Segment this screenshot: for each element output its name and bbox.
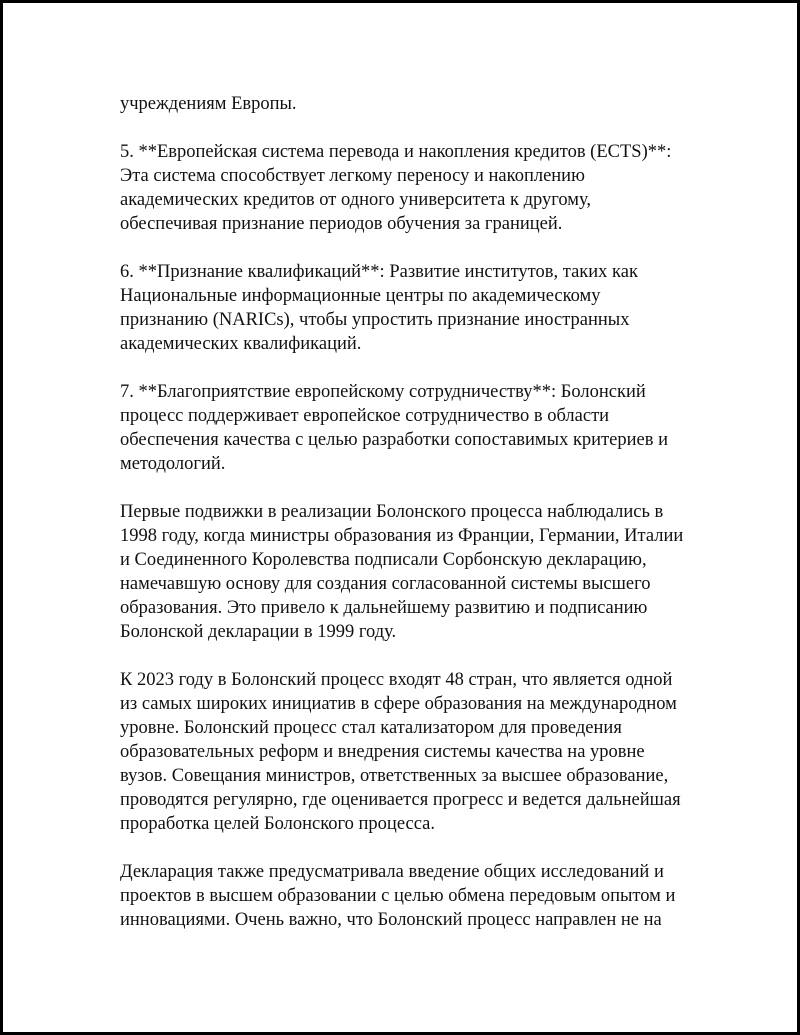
text-line: процесс поддерживает европейское сотрудничество в области	[120, 406, 610, 426]
text-line: 7. **Благоприятствие европейскому сотрудничеству**: Болонский	[120, 382, 646, 402]
text-line: академических квалификаций.	[120, 334, 362, 354]
document-body	[120, 92, 690, 956]
text-line: академических кредитов от одного университета к другому,	[120, 190, 592, 210]
text-line: обеспечения качества с целью разработки сопоставимых критериев и	[120, 430, 668, 450]
text-line: Декларация также предусматривала введение общих исследований и	[120, 862, 664, 882]
text-line: уровне. Болонский процесс стал катализатором для проведения	[120, 718, 622, 738]
text-line: 6. **Признание квалификаций**: Развитие институтов, таких как	[120, 262, 638, 282]
list-item-qualifications	[120, 260, 690, 356]
text-line: и Соединенного Королевства подписали Сорбонскую декларацию,	[120, 550, 647, 570]
text-line: из самых широких инициатив в сфере образования на международном	[120, 694, 677, 714]
text-line: намечавшую основу для создания согласованной системы высшего	[120, 574, 651, 594]
text-line: Национальные информационные центры по академическому	[120, 286, 601, 306]
text-line: Болонской декларации в 1999 году.	[120, 622, 397, 642]
text-line: К 2023 году в Болонский процесс входят 48 стран, что является одной	[120, 670, 673, 690]
paragraph-membership	[120, 668, 690, 836]
text-line: образовательных реформ и внедрения системы качества на уровне	[120, 742, 645, 762]
list-item-cooperation	[120, 380, 690, 476]
paragraph-declaration	[120, 860, 690, 932]
text-line: методологий.	[120, 454, 226, 474]
text-line: учреждениям Европы.	[120, 94, 297, 114]
text-line: вузов. Совещания министров, ответственных за высшее образование,	[120, 766, 669, 786]
paragraph	[120, 92, 690, 116]
text-line: проводятся регулярно, где оценивается прогресс и ведется дальнейшая	[120, 790, 681, 810]
text-line: признанию (NARICs), чтобы упростить признание иностранных	[120, 310, 630, 330]
text-line: инновациями. Очень важно, что Болонский процесс направлен не на	[120, 910, 662, 930]
text-line: проработка целей Болонского процесса.	[120, 814, 435, 834]
text-line: 5. **Европейская система перевода и накопления кредитов (ECTS)**:	[120, 142, 672, 162]
text-line: проектов в высшем образовании с целью обмена передовым опытом и	[120, 886, 676, 906]
text-line: 1998 году, когда министры образования из Франции, Германии, Италии	[120, 526, 684, 546]
text-line: образования. Это привело к дальнейшему развитию и подписанию	[120, 598, 648, 618]
list-item-ects	[120, 140, 690, 236]
text-line: Первые подвижки в реализации Болонского процесса наблюдались в	[120, 502, 664, 522]
text-line: Эта система способствует легкому переносу и накоплению	[120, 166, 585, 186]
paragraph-history	[120, 500, 690, 644]
text-line: обеспечивая признание периодов обучения за границей.	[120, 214, 563, 234]
